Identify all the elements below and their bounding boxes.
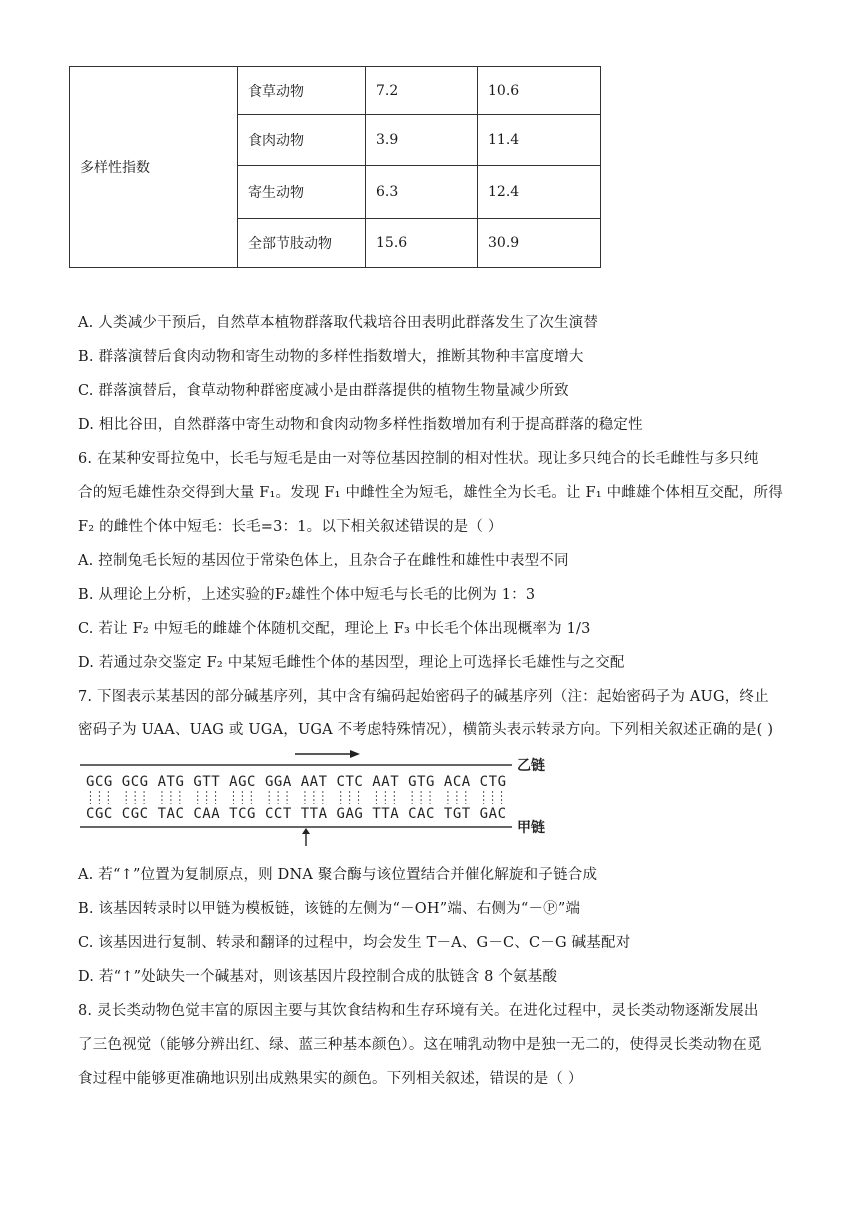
q5-option-c: C. 群落演替后，食草动物种群密度减小是由群落提供的植物生物量减少所致 <box>78 383 569 399</box>
q7-option-c: C. 该基因进行复制、转录和翻译的过程中，均会发生 T－A、G－C、C－G 碱基配对 <box>78 935 631 951</box>
value-cell: 15.6 <box>366 219 478 268</box>
value-cell: 10.6 <box>478 67 601 115</box>
value-cell: 12.4 <box>478 166 601 219</box>
value-cell: 30.9 <box>478 219 601 268</box>
q7-option-b: B. 该基因转录时以甲链为模板链，该链的左侧为“－OH”端、右侧为“－Ⓟ”端 <box>78 901 581 917</box>
q6-option-d: D. 若通过杂交鉴定 F₂ 中某短毛雌性个体的基因型，理论上可选择长毛雄性与之交配 <box>78 655 625 671</box>
q8-stem-line1: 8. 灵长类动物色觉丰富的原因主要与其饮食结构和生存环境有关。在进化过程中，灵长类动物逐渐发展出 <box>78 1003 759 1019</box>
strand-a-label: 甲链 <box>517 820 545 836</box>
q6-option-c: C. 若让 F₂ 中短毛的雌雄个体随机交配，理论上 F₃ 中长毛个体出现概率为 1/3 <box>78 621 591 637</box>
up-arrow-icon <box>302 828 310 834</box>
category-cell: 全部节肢动物 <box>238 219 366 268</box>
arrow-head-icon <box>350 750 360 758</box>
value-cell: 3.9 <box>366 115 478 166</box>
q8-stem-line3: 食过程中能够更准确地识别出成熟果实的颜色。下列相关叙述，错误的是（ ） <box>78 1071 583 1087</box>
value-cell: 7.2 <box>366 67 478 115</box>
strand-a-sequence: CGC CGC TAC CAA TCG CCT TTA GAG TTA CAC TGT GAC <box>86 806 506 822</box>
q6-option-b: B. 从理论上分析，上述实验的F₂雄性个体中短毛与长毛的比例为 1：3 <box>78 587 536 603</box>
dna-sequence-figure <box>80 748 560 848</box>
q6-option-a: A. 控制兔毛长短的基因位于常染色体上，且杂合子在雌性和雄性中表型不同 <box>78 553 569 569</box>
category-cell: 食草动物 <box>238 67 366 115</box>
row-header-cell: 多样性指数 <box>70 67 238 268</box>
strand-b-label: 乙链 <box>517 758 545 774</box>
q6-stem-line2: 合的短毛雄性杂交得到大量 F₁。发现 F₁ 中雌性全为短毛，雄性全为长毛。让 F₁ 中雌雄个体相互交配，所得 <box>78 485 783 501</box>
hydrogen-bonds <box>90 791 501 804</box>
strand-b-sequence: GCG GCG ATG GTT AGC GGA AAT CTC AAT GTG ACA CTG <box>86 774 506 790</box>
q7-stem-line2: 密码子为 UAA、UAG 或 UGA，UGA 不考虑特殊情况），横箭头表示转录方向。下列相关叙述正确的是( ) <box>78 722 774 738</box>
q5-option-b: B. 群落演替后食肉动物和寄生动物的多样性指数增大，推断其物种丰富度增大 <box>78 349 584 365</box>
table-row <box>70 67 601 115</box>
q6-stem-line3: F₂ 的雌性个体中短毛：长毛=3：1。以下相关叙述错误的是（ ） <box>78 519 503 535</box>
diversity-table <box>69 66 601 268</box>
q5-option-a: A. 人类减少干预后，自然草本植物群落取代栽培谷田表明此群落发生了次生演替 <box>78 315 599 331</box>
category-cell: 食肉动物 <box>238 115 366 166</box>
category-cell: 寄生动物 <box>238 166 366 219</box>
q5-option-d: D. 相比谷田，自然群落中寄生动物和食肉动物多样性指数增加有利于提高群落的稳定性 <box>78 417 643 433</box>
q7-option-d: D. 若“↑”处缺失一个碱基对，则该基因片段控制合成的肽链含 8 个氨基酸 <box>78 969 558 985</box>
q7-option-a: A. 若“↑”位置为复制原点，则 DNA 聚合酶与该位置结合并催化解旋和子链合成 <box>78 867 598 883</box>
value-cell: 11.4 <box>478 115 601 166</box>
q7-stem-line1: 7. 下图表示某基因的部分碱基序列，其中含有编码起始密码子的碱基序列（注：起始密码子为 AUG，终止 <box>78 689 769 705</box>
value-cell: 6.3 <box>366 166 478 219</box>
q6-stem-line1: 6. 在某种安哥拉兔中，长毛与短毛是由一对等位基因控制的相对性状。现让多只纯合的长毛雌性与多只纯 <box>78 451 759 467</box>
q8-stem-line2: 了三色视觉（能够分辨出红、绿、蓝三种基本颜色）。这在哺乳动物中是独一无二的，使得灵长类动物在觅 <box>78 1037 762 1053</box>
